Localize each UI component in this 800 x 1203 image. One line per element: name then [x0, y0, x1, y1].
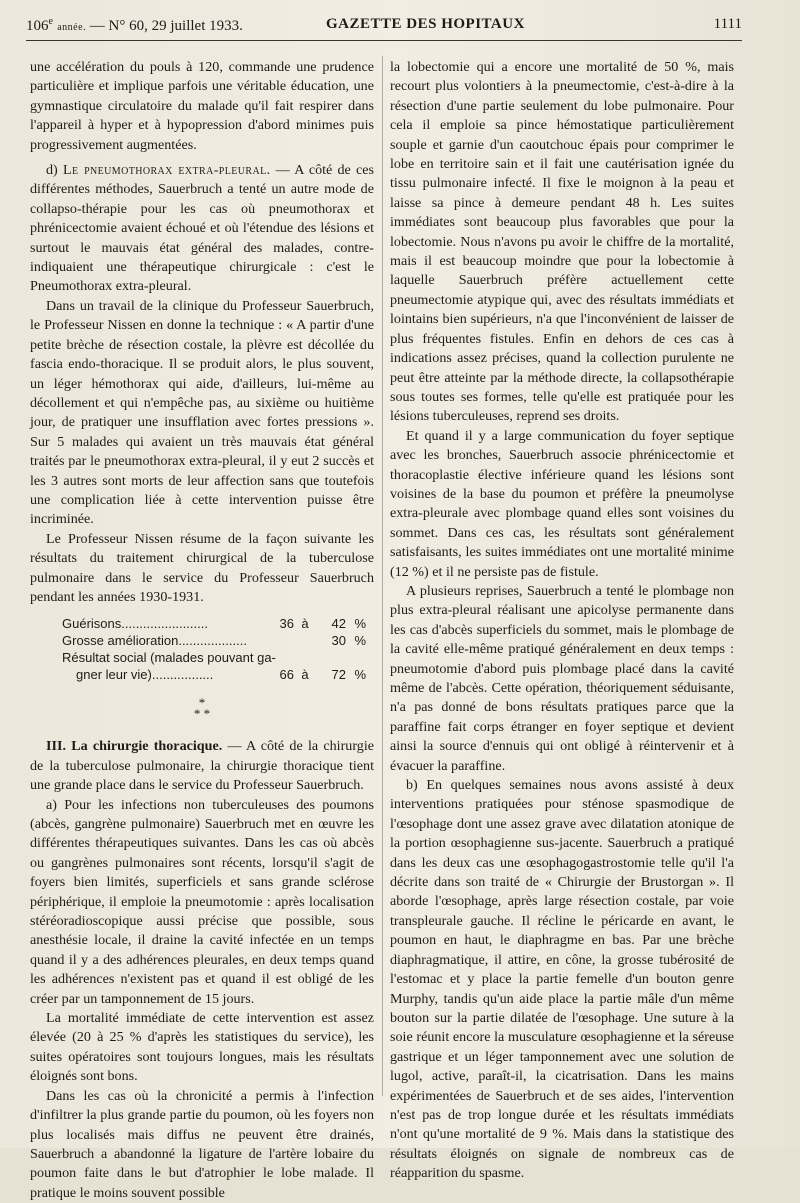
paragraph: A plusieurs reprises, Sauerbruch a tenté le plombage non plus extra-pleural réalisant une apicolyse permanente dans les cas d'abcès superficiels du sommet, mais le plombage de la cavité elle-même pratiqué généralement en deux temps : pneumotomie d'abord puis plombage placé dans la cavité même de l'abcès. Cette opération, théoriquement séduisante, n'a pas donné de bons résultats pratiques parce que la paraffine fait corps étranger en foyer septique et devient ainsi la source d'ennuis qui ont obligé à réintervenir et à évacuer la paraffine. — [390, 582, 734, 774]
results-label: Guérisons........................ — [62, 616, 208, 632]
paragraph: Dans un travail de la clinique du Professeur Sauerbruch, le Professeur Nissen en donne la technique : « A partir d'une petite brèche de résection costale, la plèvre est décollée du fascia endo-thoracique. Il se produit alors, le plus souvent, un léger hémothorax qui aide, d'ailleurs, lui-même au décollement et qui n'empêche pas, au sixième ou huitième jour, de pratiquer une insufflation avec fortes pressions ». Sur 5 malades qui avaient un très mauvais état général traités par le pneumothorax extra-pleural, il y eut 2 succès et les 3 autres sont morts de leur affection sans que toutefois une complication liée à cette intervention puisse être incriminée. — [30, 297, 374, 528]
section-heading: III. La chirurgie thoracique. — [46, 738, 223, 755]
results-row — [62, 649, 374, 666]
header-rule — [26, 40, 742, 41]
edition-number: 106 — [26, 18, 49, 34]
results-table — [62, 615, 374, 683]
paragraph: La mortalité immédiate de cette intervention est assez élevée (20 à 25 % d'après les statistiques du service), les suites opératoires sont toujours longues, mais les résultats éloignés sont bons. — [30, 1010, 374, 1085]
paragraph: Dans les cas où la chronicité a permis à l'infection d'infiltrer la plus grande partie du poumon, où les foyers non plus localisés mais diffus ne peuvent être drainés, Sauerbruch a abandonné la ligature de l'artère lobaire du poumon faite dans le but d'atrophier le lobe malade. Il pratique le moins souvent possible — [30, 1087, 374, 1201]
left-column — [30, 58, 374, 1203]
results-separator: à — [301, 616, 309, 632]
section-body: — A côté de la chirurgie de la tuberculose pulmonaire, la chirurgie thoracique tient une grande place dans le service du Professeur Sauerbruch. — [30, 738, 374, 794]
right-column — [390, 58, 734, 1184]
journal-title: GAZETTE DES HOPITAUX — [326, 16, 525, 32]
edition-word: année. — [57, 22, 87, 33]
asterism-top: * — [198, 695, 206, 711]
issue-date: — N° 60, 29 juillet 1933. — [89, 18, 243, 34]
results-row — [62, 666, 374, 683]
section-d-paragraph — [30, 161, 374, 297]
results-value: 72 — [331, 667, 346, 683]
paragraph: Le Professeur Nissen résume de la façon suivante les résultats du traitement chirurgical de la tuberculose pulmonaire dans le service du Professeur Sauerbruch pendant les années 1930-1931. — [30, 530, 374, 605]
paragraph: b) En quelques semaines nous avons assisté à deux interventions pratiquées pour sténose spasmodique de l'œsophage dont une assez grave avec dilatation atonique de la portion œsophagienne sus-jacente. Sauerbruch a pratiqué dans les deux cas une œsophagogastrostomie telle qu'il l'a décrite dans son traité de « Chirurgie der Brustorgan ». Il aborde l'œsophage, après large résection costale, par voie transpleurale gauche. Il récline le péricarde en avant, le poumon en haut, le diaphragme en bas. Par une brèche diaphragmatique, il attire, en cône, la grosse tubérosité de l'estomac et y place la partie femelle d'un bouton genre Murphy, tandis qu'un aide place la partie mâle d'un même bouton sur la partie dilatée de l'œsophage. Une suture à la soie réunit encore la musculature œsophagienne et la séreuse gastrique et un léger tamponnement avec une solution de lugol, active, paraît-il, la cicatrisation. Dans les mains expérimentées de Sauerbruch et de ses aides, l'intervention n'est pas de trop longue durée et les résultats immédiats n'ont qu'une mortalité de 9 %. Mais dans la statistique des résultats éloignés on signale de nombreux cas de réapparition du spasme. — [390, 777, 734, 1182]
page-number: 1111 — [713, 16, 742, 32]
page-header — [26, 16, 742, 42]
results-label: Grosse amélioration................... — [62, 633, 247, 649]
results-separator — [294, 632, 316, 649]
asterism-bottom: * * — [193, 706, 211, 722]
section-iii-paragraph — [30, 737, 374, 795]
results-value: 30 — [331, 633, 346, 649]
paragraph: la lobectomie qui a encore une mortalité de 50 %, mais recourt plus volontiers à la pneumectomie, c'est-à-dire à la résection d'une partie seulement du lobe pulmonaire. Pour cela il emploie sa pince hémostatique particulièrement souple et garnie d'un caoutchouc épais pour comprimer le lobe en territoire sain et il fait une cautérisation ignée du tissu pulmonaire infecté. Il fixe le moignon à la peau et laisse sa pince à demeure pendant 48 h. Les suites immédiates sont beaucoup plus favorables que pour la lobectomie. Nous n'avons pu avoir le chiffre de la mortalité, mais il est beaucoup moindre que pour la lobectomie à laquelle Sauerbruch préfère actuellement cette pneumectomie atypique qui, avec des résultats immédiats et lointains bien supérieurs, n'a que l'inconvénient de laisser de plus fréquentes fistules. Enfin en dehors de ces cas à indications assez précises, quand la collection purulente ne peut être atteinte par la méthode directe, la collapsothérapie sous toutes ses formes, telle qu'elle est pratiquée pour les lésions tuberculeuses, reprend ses droits. — [390, 59, 734, 425]
asterism-divider — [30, 695, 374, 722]
section-letter: d) — [46, 162, 63, 179]
column-divider — [382, 56, 383, 1096]
section-body: — A côté de ces différentes méthodes, Sauerbruch a tenté un autre mode de collapso-thérapie pour les cas où pneumothorax et phrénicectomie avaient échoué et où l'étendue des lésions et surtout le mauvais état général des malades, contre-indiquaient une thérapeutique chirurgicale : c'est le Pneumothorax extra-pleural. — [30, 162, 375, 295]
header-issue-info — [26, 16, 243, 35]
results-row — [62, 632, 374, 649]
paragraph: une accélération du pouls à 120, commande une prudence particulière et implique parfois une véritable éducation, une gymnastique circulatoire du malade qu'il fait respirer dans l'appareil à hyper et à hypopression d'abord minimes puis progressivement augmentées. — [30, 59, 374, 153]
results-value: 66 — [279, 667, 294, 683]
results-label: gner leur vie)................. — [76, 667, 214, 683]
results-value: 42 — [331, 616, 346, 632]
section-heading: Le pneumothorax extra-pleural. — [62, 162, 271, 179]
results-row — [62, 615, 374, 632]
edition-superscript: e — [48, 16, 54, 27]
results-unit: % — [354, 633, 366, 649]
paragraph: a) Pour les infections non tuberculeuses des poumons (abcès, gangrène pulmonaire) Sauerbruch met en œuvre les différentes thérapeutiques suivantes. Dans les cas où abcès ou gangrènes pulmonaires sont récents, lorsqu'il s'agit de foyers bien limités, superficiels et sans grande sclérose périphérique, il emploie la pneumotomie : après localisation stéréoradioscopique aussi précise que possible, sous anesthésie locale, il draine la cavité infectée en un temps quand il y a des adhérences pleurales, en deux temps quand les adhérences n'existent pas et quand il est obligé de les créer par un tamponnement de 15 jours. — [30, 796, 374, 1007]
results-unit: % — [354, 667, 366, 683]
results-value — [260, 632, 294, 649]
results-label: Résultat social (malades pouvant ga- — [62, 650, 276, 666]
results-separator: à — [301, 667, 309, 683]
paragraph: Et quand il y a large communication du foyer septique avec les bronches, Sauerbruch associe phrénicectomie et thoracoplastie élective inférieure quand les lésions sont voisines de la base du poumon et préfère la pneumolyse extra-pleurale avec plombage quand elles sont voisines du sommet. Dans ces cas, les résultats sont généralement satisfaisants, les suites immédiates ont une mortalité minime (12 %) et il ne persiste pas de fistule. — [390, 427, 734, 580]
results-unit: % — [354, 616, 366, 632]
results-value: 36 — [279, 616, 294, 632]
